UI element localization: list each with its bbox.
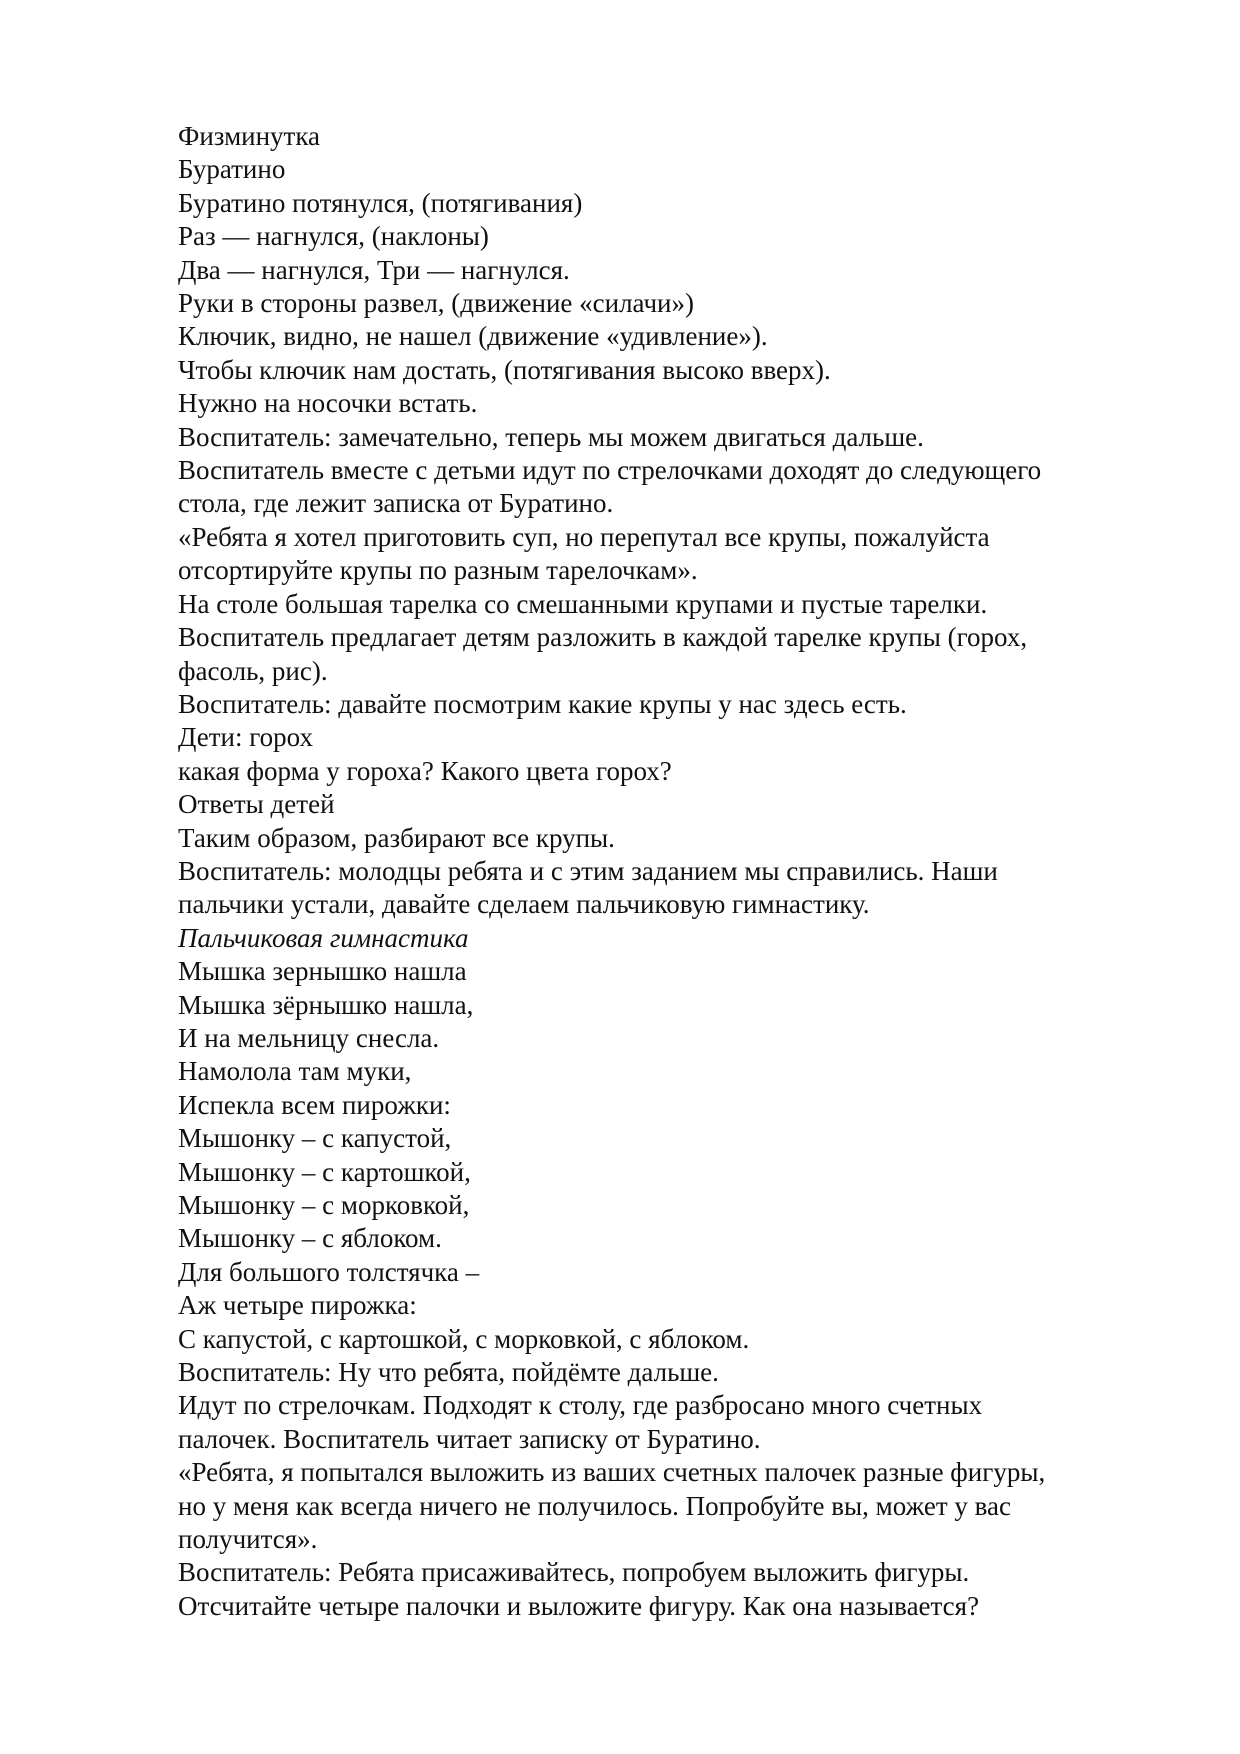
text-line: получится». xyxy=(178,1524,318,1555)
text-line: Мышонку – с капустой, xyxy=(178,1123,452,1154)
text-line: палочек. Воспитатель читает записку от Буратино. xyxy=(178,1423,761,1454)
text-line: Таким образом, разбирают все крупы. xyxy=(178,822,615,853)
text-line: На столе большая тарелка со смешанными крупами и пустые тарелки. xyxy=(178,588,988,619)
text-line: Буратино потянулся, (потягивания) xyxy=(178,187,583,218)
text-line: Чтобы ключик нам достать, (потягивания высоко вверх). xyxy=(178,354,831,385)
text-line: Аж четыре пирожка: xyxy=(178,1290,417,1321)
text-line: Мышонку – с морковкой, xyxy=(178,1190,470,1220)
text-line: Воспитатель предлагает детям разложить в каждой тарелке крупы (горох, xyxy=(178,622,1028,653)
text-line: Воспитатель вместе с детьми идут по стрелочками доходят до следующего xyxy=(178,455,1042,486)
text-line: но у меня как всегда ничего не получилось. Попробуйте вы, может у вас xyxy=(178,1490,1012,1521)
text-line: Дети: горох xyxy=(178,722,313,753)
text-line: «Ребята, я попытался выложить из ваших счетных палочек разные фигуры, xyxy=(178,1457,1046,1488)
text-line: пальчики устали, давайте сделаем пальчиковую гимнастику. xyxy=(178,889,870,920)
text-line: отсортируйте крупы по разным тарелочкам». xyxy=(178,555,698,586)
text-line: Воспитатель: молодцы ребята и с этим заданием мы справились. Наши xyxy=(178,855,998,886)
text-line: Раз — нагнулся, (наклоны) xyxy=(178,221,489,252)
text-line: Руки в стороны развел, (движение «силачи») xyxy=(178,288,694,319)
text-line: Воспитатель: замечательно, теперь мы можем двигаться дальше. xyxy=(178,421,924,452)
section-heading: Пальчиковая гимнастика xyxy=(178,922,469,953)
text-line: Воспитатель: давайте посмотрим какие крупы у нас здесь есть. xyxy=(178,688,907,719)
text-line: Ответы детей xyxy=(178,789,335,820)
text-line: С капустой, с картошкой, с морковкой, с яблоком. xyxy=(178,1323,750,1354)
text-line: какая форма у гороха? Какого цвета горох? xyxy=(178,755,672,786)
text-line: Мышонку – с яблоком. xyxy=(178,1223,442,1254)
text-line: Для большого толстячка – xyxy=(178,1256,480,1287)
text-line: Воспитатель: Ребята присаживайтесь, попробуем выложить фигуры. xyxy=(178,1557,970,1588)
document-body xyxy=(178,120,1138,1623)
text-line: Нужно на носочки встать. xyxy=(178,388,478,419)
text-line: Мышонку – с картошкой, xyxy=(178,1156,471,1187)
text-line: И на мельницу снесла. xyxy=(178,1022,440,1053)
text-line: Намолола там муки, xyxy=(178,1056,412,1087)
text-line: Идут по стрелочкам. Подходят к столу, где разбросано много счетных xyxy=(178,1390,983,1421)
text-line: фасоль, рис). xyxy=(178,655,328,686)
text-line: Мышка зёрнышко нашла, xyxy=(178,989,474,1020)
text-line: Воспитатель: Ну что ребята, пойдёмте дальше. xyxy=(178,1357,719,1388)
text-line: Два — нагнулся, Три — нагнулся. xyxy=(178,254,570,285)
text-line: стола, где лежит записка от Буратино. xyxy=(178,488,614,519)
text-line: Физминутка xyxy=(178,121,321,151)
text-line: «Ребята я хотел приготовить суп, но перепутал все крупы, пожалуйста xyxy=(178,521,990,552)
text-line: Буратино xyxy=(178,154,286,185)
text-line: Ключик, видно, не нашел (движение «удивление»). xyxy=(178,321,768,352)
text-line: Мышка зернышко нашла xyxy=(178,956,467,987)
text-line: Испекла всем пирожки: xyxy=(178,1089,451,1120)
text-line: Отсчитайте четыре палочки и выложите фигуру. Как она называется? xyxy=(178,1590,980,1621)
